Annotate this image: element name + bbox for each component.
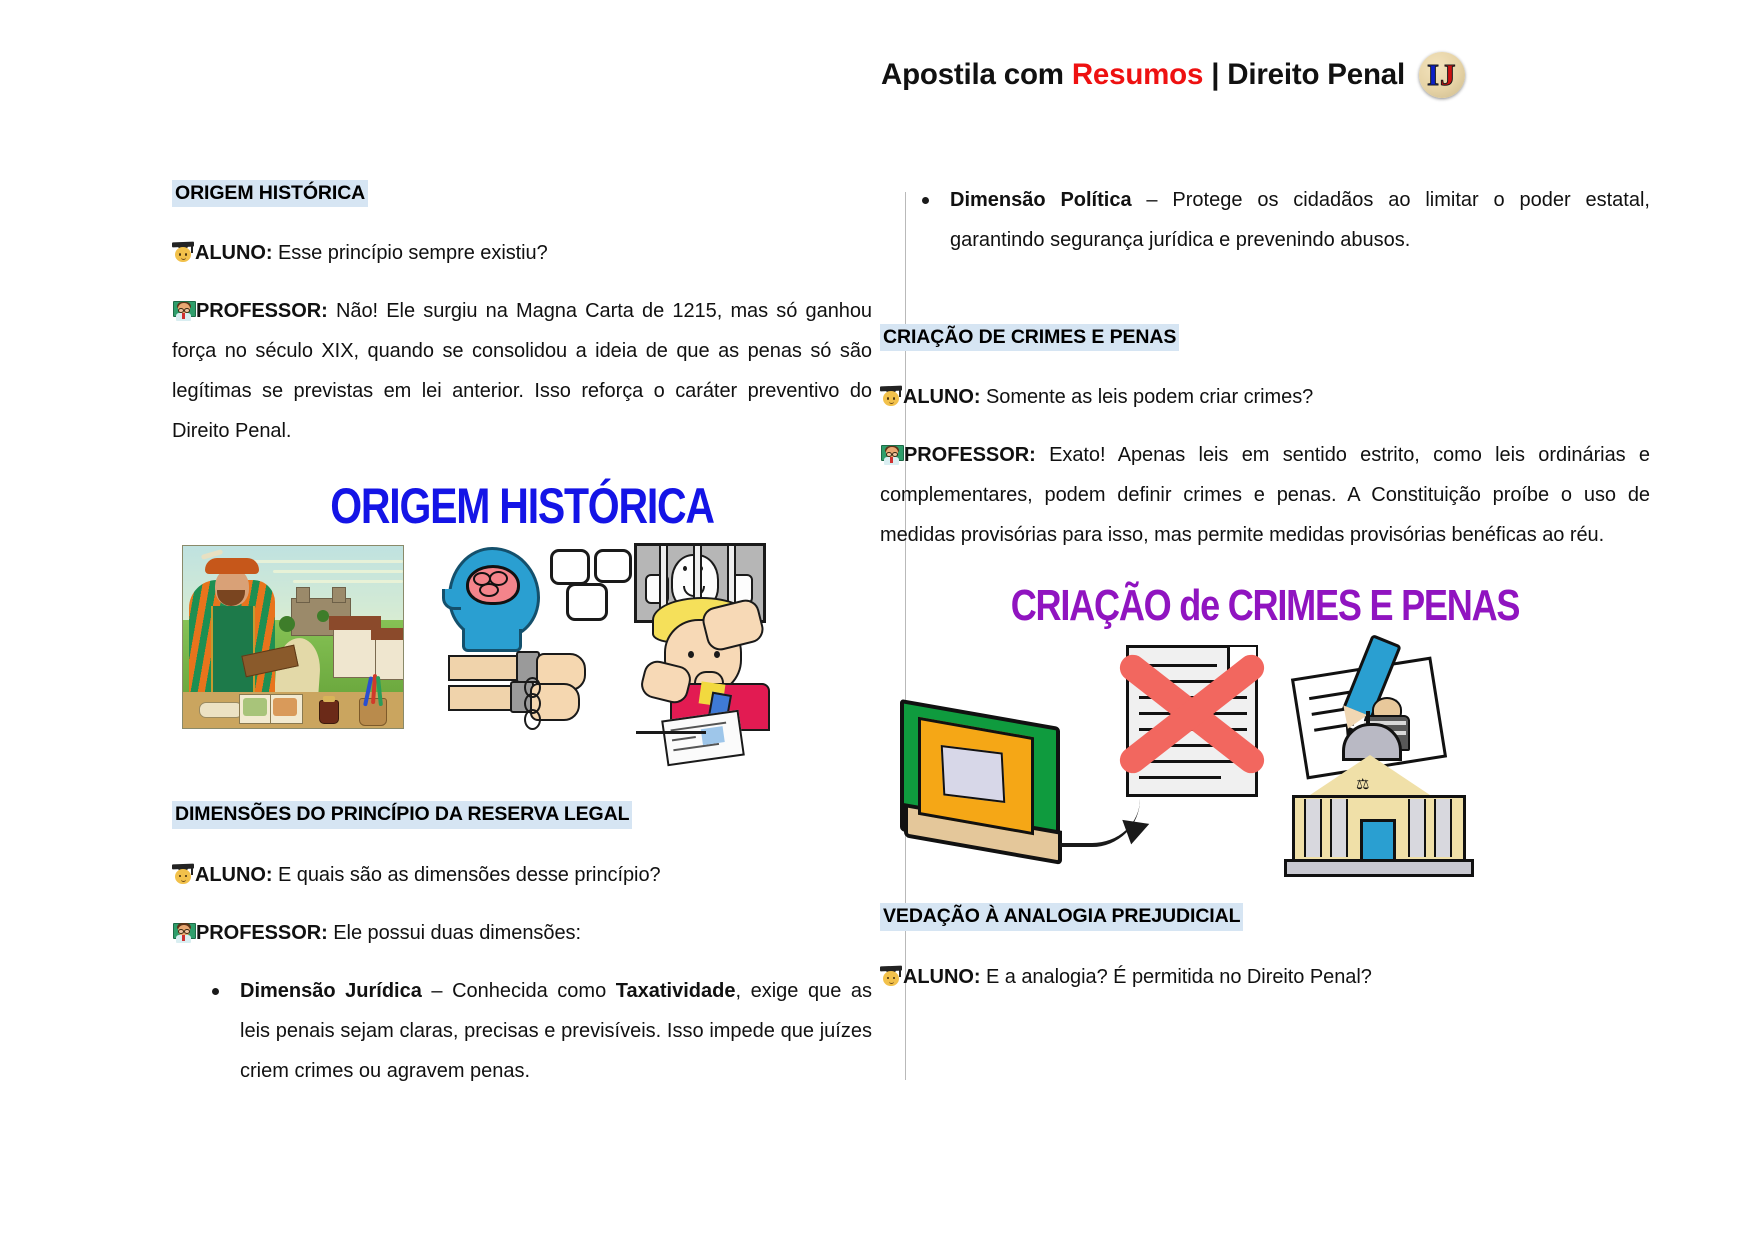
header-title-part1: Apostila com [880,58,1072,91]
qa-professor-1-text: Não! Ele surgiu na Magna Carta de 1215, mas só ganhou força no século XIX, quando se consolidou a ideia de que as penas só são legítimas se previstas em lei anterior. Isso reforça o caráter preventivo do Direito Penal. [172,300,872,443]
figure-origem-historica [172,477,872,767]
student-emoji-icon [172,241,194,263]
list-item [240,971,872,1091]
qa-student-4-text: E a analogia? É permitida no Direito Penal? [980,965,1372,988]
courthouse-icon: ⚖ [1284,723,1474,875]
logo-letter-j: J [1440,57,1456,92]
qa-professor-2-text: Ele possui duas dimensões: [327,921,581,944]
qa-student-3-speaker: ALUNO: [903,386,981,409]
header-title-part2: Direito Penal [1227,58,1405,91]
header-title-highlight: Resumos [1071,58,1204,91]
professor-emoji-icon [172,299,195,321]
page-body [0,180,1755,1080]
student-emoji-icon [880,385,902,407]
bullet-left-rest: , exige que as leis penais sejam claras, precisas e previsíveis. Isso impede que juízes criem crimes ou agravem penas. [240,979,873,1082]
qa-professor-3-speaker: PROFESSOR: [904,444,1036,467]
dimension-list [172,971,872,1091]
logo-letter-i: I [1427,57,1440,92]
curved-arrow-icon [1060,799,1152,851]
qa-student-2-speaker: ALUNO: [195,863,273,886]
qa-student-4-speaker: ALUNO: [903,965,981,988]
student-emoji-icon [172,863,194,885]
qa-professor-2-speaker: PROFESSOR: [196,921,328,944]
handcuffed-hands-icon [448,651,618,735]
qa-professor-3-text: Exato! Apenas leis em sentido estrito, como leis ordinárias e complementares, podem definir crimes e penas. A Constituição proíbe o uso de medidas provisórias para isso, mas permite medidas provisórias benéficas ao réu. [880,444,1650,547]
bullet-left-lead: Dimensão Jurídica [240,979,422,1002]
qa-professor-2 [172,913,872,953]
header-title [881,58,1405,92]
list-item [950,180,1650,260]
qa-professor-1-speaker: PROFESSOR: [196,300,328,323]
qa-student-1 [172,233,872,273]
qa-student-2 [172,855,872,895]
qa-student-1-speaker: ALUNO: [195,242,273,265]
qa-student-1-text: Esse princípio sempre existiu? [272,242,548,265]
brand-logo-icon [1419,52,1465,98]
qa-student-3 [880,377,1650,417]
student-emoji-icon [880,965,902,987]
qa-professor-1 [172,291,872,451]
bullet-right-lead: Dimensão Política [950,189,1132,211]
bullet-left-dash: – Conhecida como [421,979,616,1002]
figure-criacao-crimes-penas [880,581,1650,869]
figure-2-title: CRIAÇÃO de CRIMES E PENAS [1010,581,1520,631]
right-column [880,180,1650,997]
section-heading-vedacao: VEDAÇÃO À ANALOGIA PREJUDICIAL [880,903,1243,930]
qa-professor-3 [880,435,1650,555]
crossed-out-document-icon [1126,645,1258,797]
figure-2-canvas [880,631,1650,869]
figure-1-title: ORIGEM HISTÓRICA [330,478,714,535]
law-book-icon [900,713,1060,853]
brain-head-icon [448,547,540,651]
section-heading-origem-historica: ORIGEM HISTÓRICA [172,180,368,207]
figure-1-canvas [172,535,872,767]
section-heading-criacao: CRIAÇÃO DE CRIMES E PENAS [880,324,1179,351]
blank-card-icon-3 [594,549,632,583]
blank-card-icon-1 [550,549,590,585]
dimension-list-right [950,180,1650,260]
document-header [881,52,1465,98]
section-heading-dimensoes: DIMENSÕES DO PRINCÍPIO DA RESERVA LEGAL [172,801,632,828]
bullet-right-rest: – Protege os cidadãos ao limitar o poder estatal, garantindo segurança jurídica e prevenindo abusos. [950,189,1650,251]
medieval-scribe-painting [182,545,404,729]
qa-student-3-text: Somente as leis podem criar crimes? [980,386,1314,409]
stressed-student-icon [642,597,812,765]
header-title-separator: | [1203,58,1228,91]
bullet-left-term: Taxatividade [615,979,736,1002]
left-column [172,180,872,1091]
professor-emoji-icon [880,443,903,465]
blank-card-icon-2 [566,583,608,621]
professor-emoji-icon [172,921,195,943]
qa-student-2-text: E quais são as dimensões desse princípio? [272,863,661,886]
qa-student-4 [880,957,1650,997]
